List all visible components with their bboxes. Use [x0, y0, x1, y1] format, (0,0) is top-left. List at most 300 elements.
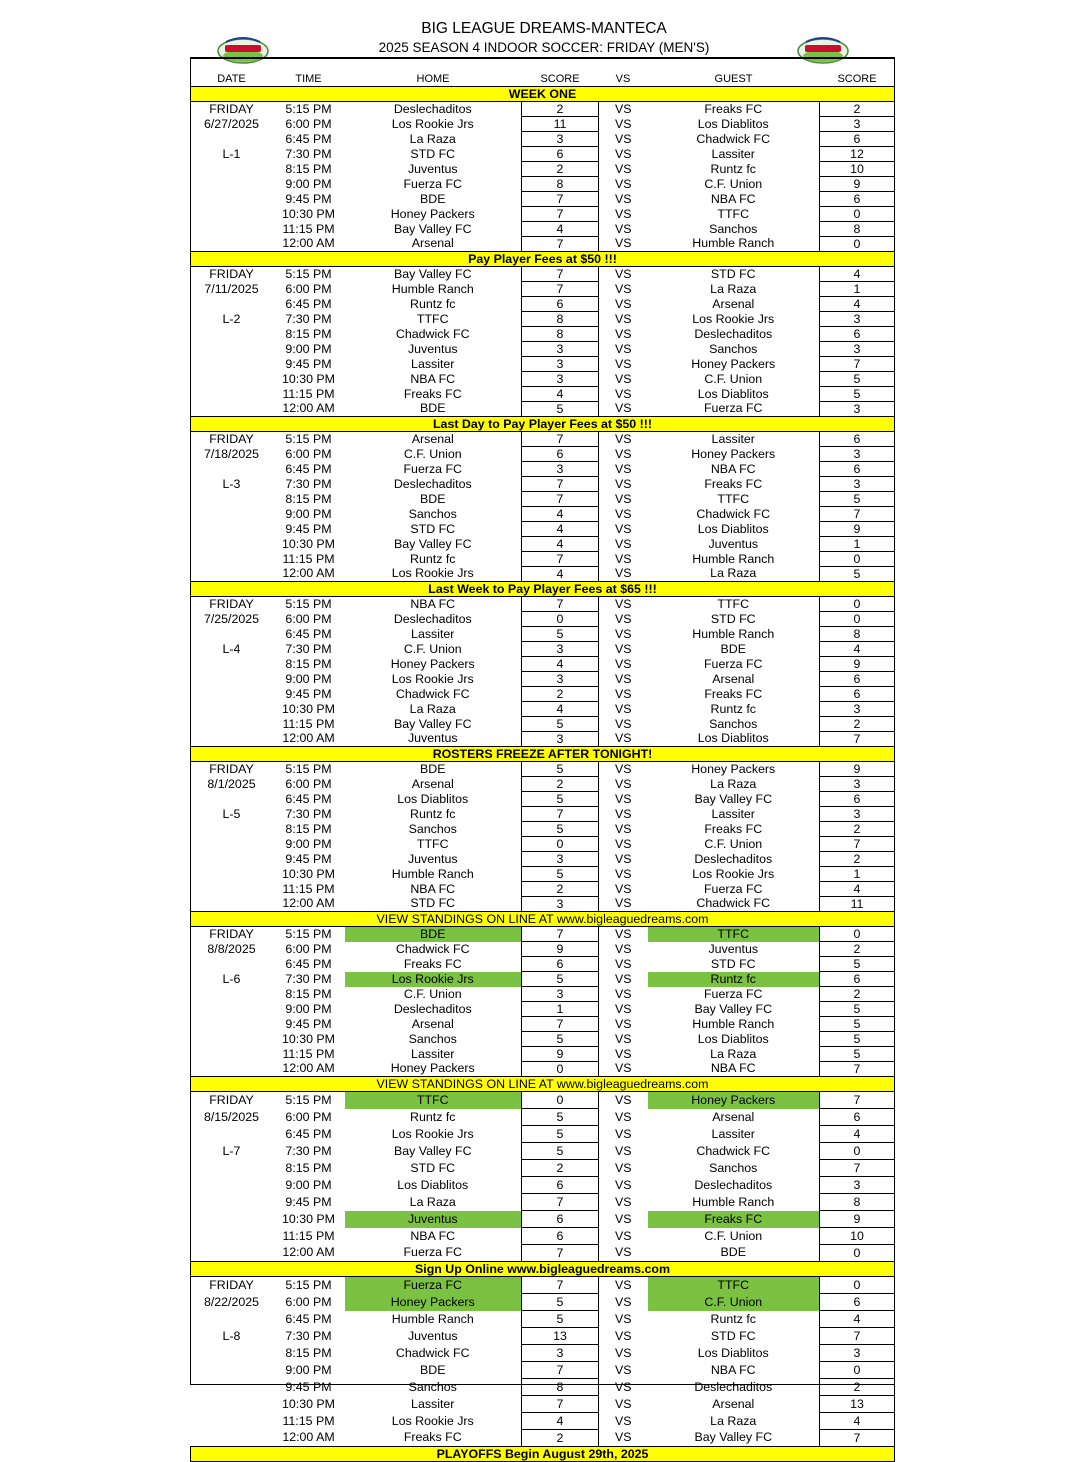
- game-time: 10:30 PM: [281, 701, 336, 716]
- date-cell: [191, 1228, 273, 1245]
- game-time: 10:30 PM: [281, 1211, 336, 1226]
- game-time: 7:30 PM: [285, 311, 332, 326]
- guest-score: 2: [820, 987, 895, 1002]
- date-cell: [191, 387, 273, 402]
- guest-score: 1: [820, 282, 895, 297]
- game-row: [191, 282, 895, 297]
- home-team: Los Rookie Jrs: [345, 972, 522, 987]
- vs-label: VS: [614, 596, 632, 611]
- vs-label: VS: [614, 1092, 632, 1107]
- week-banner-row: [191, 747, 895, 762]
- date-cell: [191, 1160, 273, 1177]
- home-team: Juventus: [407, 161, 458, 176]
- week-banner-row: [191, 417, 895, 432]
- date-cell: FRIDAY: [209, 266, 254, 281]
- date-cell: [191, 207, 273, 222]
- game-time: 8:15 PM: [285, 161, 332, 176]
- home-score: 4: [522, 567, 599, 582]
- vs-label: VS: [614, 686, 632, 701]
- date-cell: FRIDAY: [209, 761, 254, 776]
- date-cell: [191, 852, 273, 867]
- guest-team: Honey Packers: [691, 446, 776, 461]
- home-score: 5: [522, 1143, 599, 1160]
- page-title: BIG LEAGUE DREAMS-MANTECA: [421, 20, 667, 37]
- guest-score: 0: [820, 1245, 895, 1262]
- home-team: NBA FC: [410, 596, 456, 611]
- home-team: Los Rookie Jrs: [391, 671, 474, 686]
- vs-label: VS: [614, 1413, 632, 1428]
- game-row: [191, 852, 895, 867]
- game-time: 5:15 PM: [285, 1092, 332, 1107]
- game-time: 7:30 PM: [285, 806, 332, 821]
- home-team: Honey Packers: [390, 656, 475, 671]
- vs-label: VS: [614, 821, 632, 836]
- page-subtitle: 2025 SEASON 4 INDOOR SOCCER: FRIDAY (MEN'S): [378, 40, 710, 55]
- game-row: [191, 537, 895, 552]
- guest-team: Freaks FC: [704, 101, 763, 116]
- game-time: 10:30 PM: [281, 206, 336, 221]
- game-row: [191, 357, 895, 372]
- home-score: 3: [522, 672, 599, 687]
- game-row: [191, 1328, 895, 1345]
- week-banner-row: [191, 1077, 895, 1092]
- home-team: C.F. Union: [403, 446, 462, 461]
- game-time: 6:00 PM: [285, 281, 332, 296]
- game-row: [191, 777, 895, 792]
- guest-team: Humble Ranch: [692, 1194, 775, 1209]
- home-team: Juventus: [345, 1211, 522, 1228]
- guest-team: Runtz fc: [648, 972, 820, 987]
- home-team: Arsenal: [411, 1016, 454, 1031]
- guest-team: Freaks FC: [704, 686, 763, 701]
- week-banner: WEEK ONE: [191, 87, 895, 102]
- home-score: 5: [522, 762, 599, 777]
- game-row: [191, 522, 895, 537]
- home-team: Fuerza FC: [403, 1245, 463, 1260]
- game-row: [191, 672, 895, 687]
- home-team: TTFC: [416, 836, 449, 851]
- guest-team: Arsenal: [712, 1396, 755, 1411]
- vs-label: VS: [614, 1001, 632, 1016]
- vs-label: VS: [614, 1328, 632, 1343]
- game-time: 5:15 PM: [285, 1277, 332, 1292]
- date-cell: FRIDAY: [209, 1277, 254, 1292]
- home-score: 4: [522, 222, 599, 237]
- guest-team: Honey Packers: [648, 1092, 820, 1109]
- vs-label: VS: [614, 311, 632, 326]
- guest-score: 2: [820, 102, 895, 117]
- vs-label: VS: [614, 716, 632, 731]
- vs-label: VS: [614, 1031, 632, 1046]
- guest-team: Chadwick FC: [696, 506, 771, 521]
- vs-label: VS: [614, 1143, 632, 1158]
- game-row: [191, 1311, 895, 1328]
- date-cell: L-1: [222, 146, 241, 161]
- vs-label: VS: [614, 1061, 632, 1076]
- guest-score: 12: [820, 147, 895, 162]
- guest-team: Juventus: [708, 536, 759, 551]
- col-home: HOME: [345, 72, 522, 87]
- home-score: 4: [522, 387, 599, 402]
- guest-score: 3: [820, 1177, 895, 1194]
- home-score: 4: [522, 537, 599, 552]
- home-score: 7: [522, 492, 599, 507]
- home-score: 6: [522, 957, 599, 972]
- home-score: 3: [522, 132, 599, 147]
- week-banner-row: [191, 582, 895, 597]
- home-score: 5: [522, 792, 599, 807]
- column-header-row: [191, 72, 895, 87]
- home-team: Sanchos: [408, 821, 457, 836]
- home-team: Juventus: [407, 1328, 458, 1343]
- home-team: Runtz fc: [410, 551, 456, 566]
- home-team: BDE: [345, 927, 522, 942]
- home-team: Freaks FC: [403, 1430, 462, 1445]
- date-cell: [191, 537, 273, 552]
- game-time: 9:00 PM: [285, 506, 332, 521]
- guest-score: 5: [820, 492, 895, 507]
- home-score: 5: [522, 972, 599, 987]
- guest-score: 5: [820, 567, 895, 582]
- date-cell: [191, 1211, 273, 1228]
- guest-team: Fuerza FC: [703, 881, 763, 896]
- home-score: 11: [522, 117, 599, 132]
- date-cell: [191, 462, 273, 477]
- game-row: [191, 1228, 895, 1245]
- game-row: [191, 192, 895, 207]
- home-score: 7: [522, 192, 599, 207]
- game-row: [191, 897, 895, 912]
- home-team: Los Rookie Jrs: [391, 1413, 474, 1428]
- home-team: Fuerza FC: [345, 1277, 522, 1294]
- home-score: 8: [522, 327, 599, 342]
- guest-score: 6: [820, 972, 895, 987]
- home-score: 4: [522, 507, 599, 522]
- date-cell: L-6: [222, 971, 241, 986]
- game-row: [191, 432, 895, 447]
- vs-label: VS: [614, 146, 632, 161]
- guest-team: Los Rookie Jrs: [692, 866, 775, 881]
- date-cell: L-5: [222, 806, 241, 821]
- vs-label: VS: [614, 536, 632, 551]
- home-score: 5: [522, 1126, 599, 1143]
- guest-team: C.F. Union: [704, 836, 763, 851]
- date-cell: [191, 657, 273, 672]
- date-cell: [191, 1194, 273, 1211]
- game-time: 8:15 PM: [285, 491, 332, 506]
- home-score: 7: [522, 1245, 599, 1262]
- guest-score: 8: [820, 1194, 895, 1211]
- vs-label: VS: [614, 326, 632, 341]
- date-cell: [191, 1047, 273, 1062]
- home-score: 5: [522, 627, 599, 642]
- game-row: [191, 132, 895, 147]
- game-time: 10:30 PM: [281, 536, 336, 551]
- guest-team: Honey Packers: [691, 356, 776, 371]
- home-team: Honey Packers: [345, 1294, 522, 1311]
- home-team: Honey Packers: [390, 1061, 475, 1076]
- date-cell: [191, 1362, 273, 1379]
- home-score: 3: [522, 1345, 599, 1362]
- game-time: 6:00 PM: [285, 116, 332, 131]
- week-banner: Last Week to Pay Player Fees at $65 !!!: [191, 582, 895, 597]
- guest-score: 9: [820, 657, 895, 672]
- guest-team: Freaks FC: [704, 821, 763, 836]
- vs-label: VS: [614, 956, 632, 971]
- game-row: [191, 822, 895, 837]
- home-score: 7: [522, 1362, 599, 1379]
- col-home-score: SCORE: [522, 72, 599, 87]
- home-score: 6: [522, 297, 599, 312]
- guest-score: 6: [820, 462, 895, 477]
- guest-score: 7: [820, 837, 895, 852]
- home-team: STD FC: [410, 521, 456, 536]
- game-time: 9:45 PM: [285, 1016, 332, 1031]
- vs-label: VS: [614, 476, 632, 491]
- home-score: 5: [522, 402, 599, 417]
- guest-score: 3: [820, 702, 895, 717]
- guest-score: 5: [820, 1017, 895, 1032]
- vs-label: VS: [614, 1245, 632, 1260]
- home-team: Honey Packers: [390, 206, 475, 221]
- home-score: 7: [522, 1194, 599, 1211]
- game-time: 11:15 PM: [282, 221, 335, 236]
- guest-team: Humble Ranch: [692, 1016, 775, 1031]
- guest-team: Deslechaditos: [694, 1177, 773, 1192]
- guest-score: 6: [820, 432, 895, 447]
- game-row: [191, 1345, 895, 1362]
- home-score: 3: [522, 357, 599, 372]
- game-row: [191, 297, 895, 312]
- guest-score: 5: [820, 957, 895, 972]
- date-cell: [191, 342, 273, 357]
- guest-score: 7: [820, 1160, 895, 1177]
- vs-label: VS: [614, 161, 632, 176]
- date-cell: [191, 1311, 273, 1328]
- game-time: 11:15 PM: [282, 386, 335, 401]
- game-row: [191, 402, 895, 417]
- game-time: 8:15 PM: [285, 326, 332, 341]
- game-time: 9:00 PM: [285, 836, 332, 851]
- date-cell: [191, 372, 273, 387]
- game-row: [191, 207, 895, 222]
- home-score: 7: [522, 927, 599, 942]
- date-cell: [191, 702, 273, 717]
- date-cell: [191, 672, 273, 687]
- guest-score: 11: [820, 897, 895, 912]
- guest-score: 4: [820, 267, 895, 282]
- guest-team: Arsenal: [712, 671, 755, 686]
- vs-label: VS: [614, 176, 632, 191]
- vs-label: VS: [614, 971, 632, 986]
- game-time: 9:00 PM: [285, 176, 332, 191]
- guest-score: 0: [820, 552, 895, 567]
- vs-label: VS: [614, 371, 632, 386]
- vs-label: VS: [614, 1345, 632, 1360]
- guest-team: Fuerza FC: [703, 401, 763, 416]
- game-time: 12:00 AM: [282, 1245, 335, 1260]
- home-team: Bay Valley FC: [393, 536, 472, 551]
- game-time: 9:45 PM: [285, 521, 332, 536]
- home-score: 7: [522, 1017, 599, 1032]
- vs-label: VS: [614, 926, 632, 941]
- home-team: NBA FC: [410, 1228, 456, 1243]
- vs-label: VS: [614, 281, 632, 296]
- home-team: Runtz fc: [410, 806, 456, 821]
- home-team: Fuerza FC: [403, 176, 463, 191]
- home-score: 5: [522, 1294, 599, 1311]
- home-score: 7: [522, 1396, 599, 1413]
- game-time: 8:15 PM: [285, 821, 332, 836]
- guest-team: Juventus: [708, 941, 759, 956]
- vs-label: VS: [614, 1311, 632, 1326]
- guest-team: STD FC: [710, 1328, 756, 1343]
- home-team: C.F. Union: [403, 986, 462, 1001]
- home-score: 3: [522, 732, 599, 747]
- home-score: 8: [522, 177, 599, 192]
- guest-team: Arsenal: [712, 296, 755, 311]
- guest-team: Runtz fc: [710, 701, 756, 716]
- guest-score: 6: [820, 327, 895, 342]
- guest-team: Los Diablitos: [697, 386, 769, 401]
- guest-team: NBA FC: [710, 461, 756, 476]
- guest-score: 7: [820, 732, 895, 747]
- vs-label: VS: [614, 506, 632, 521]
- home-team: Chadwick FC: [395, 941, 470, 956]
- home-team: Humble Ranch: [391, 866, 474, 881]
- vs-label: VS: [614, 866, 632, 881]
- guest-team: Los Diablitos: [697, 731, 769, 746]
- guest-team: NBA FC: [710, 191, 756, 206]
- home-score: 2: [522, 882, 599, 897]
- game-time: 6:00 PM: [285, 1294, 332, 1309]
- game-time: 5:15 PM: [285, 926, 332, 941]
- game-time: 12:00 AM: [282, 401, 335, 416]
- guest-score: 4: [820, 1126, 895, 1143]
- guest-team: Deslechaditos: [694, 326, 773, 341]
- game-row: [191, 507, 895, 522]
- game-time: 6:00 PM: [285, 446, 332, 461]
- date-cell: [191, 1396, 273, 1413]
- game-row: [191, 942, 895, 957]
- game-time: 7:30 PM: [285, 971, 332, 986]
- guest-score: 3: [820, 447, 895, 462]
- game-time: 12:00 AM: [282, 731, 335, 746]
- guest-team: Deslechaditos: [694, 851, 773, 866]
- guest-team: NBA FC: [710, 1362, 756, 1377]
- game-row: [191, 1194, 895, 1211]
- guest-team: C.F. Union: [704, 1228, 763, 1243]
- home-team: Lassiter: [411, 626, 455, 641]
- game-row: [191, 1396, 895, 1413]
- game-row: [191, 882, 895, 897]
- guest-score: 3: [820, 1345, 895, 1362]
- home-score: 6: [522, 1211, 599, 1228]
- guest-team: BDE: [720, 641, 746, 656]
- date-cell: [191, 957, 273, 972]
- guest-score: 7: [820, 507, 895, 522]
- home-team: La Raza: [409, 131, 456, 146]
- date-cell: [191, 297, 273, 312]
- home-score: 0: [522, 612, 599, 627]
- guest-score: 3: [820, 777, 895, 792]
- home-score: 3: [522, 642, 599, 657]
- game-row: [191, 327, 895, 342]
- game-row: [191, 1092, 895, 1109]
- game-time: 5:15 PM: [285, 431, 332, 446]
- vs-label: VS: [614, 521, 632, 536]
- home-team: Chadwick FC: [395, 1345, 470, 1360]
- guest-team: Humble Ranch: [692, 551, 775, 566]
- vs-label: VS: [614, 941, 632, 956]
- vs-label: VS: [614, 1277, 632, 1292]
- date-cell: FRIDAY: [209, 926, 254, 941]
- date-cell: FRIDAY: [209, 431, 254, 446]
- guest-team: TTFC: [717, 491, 750, 506]
- guest-score: 6: [820, 792, 895, 807]
- vs-label: VS: [614, 881, 632, 896]
- col-vs: VS: [599, 72, 648, 87]
- home-team: Los Rookie Jrs: [391, 1126, 474, 1141]
- home-team: BDE: [420, 401, 446, 416]
- game-row: [191, 552, 895, 567]
- guest-score: 7: [820, 1430, 895, 1447]
- vs-label: VS: [614, 1177, 632, 1192]
- vs-label: VS: [614, 626, 632, 641]
- guest-score: 6: [820, 687, 895, 702]
- game-time: 6:45 PM: [285, 296, 332, 311]
- home-team: Los Diablitos: [397, 791, 469, 806]
- home-score: 6: [522, 147, 599, 162]
- guest-score: 6: [820, 192, 895, 207]
- game-time: 10:30 PM: [281, 1396, 336, 1411]
- vs-label: VS: [614, 221, 632, 236]
- league-logo: [796, 34, 850, 66]
- guest-score: 6: [820, 132, 895, 147]
- date-cell: [191, 1430, 273, 1447]
- guest-score: 10: [820, 162, 895, 177]
- guest-score: 9: [820, 762, 895, 777]
- guest-score: 2: [820, 852, 895, 867]
- game-row: [191, 1109, 895, 1126]
- date-cell: [191, 162, 273, 177]
- guest-team: Los Diablitos: [697, 1031, 769, 1046]
- guest-team: Runtz fc: [710, 1311, 756, 1326]
- game-time: 7:30 PM: [285, 476, 332, 491]
- guest-score: 8: [820, 222, 895, 237]
- game-time: 7:30 PM: [285, 641, 332, 656]
- game-row: [191, 612, 895, 627]
- guest-team: Sanchos: [709, 716, 758, 731]
- game-row: [191, 1002, 895, 1017]
- home-score: 7: [522, 237, 599, 252]
- vs-label: VS: [614, 401, 632, 416]
- vs-label: VS: [614, 386, 632, 401]
- date-cell: [191, 792, 273, 807]
- game-row: [191, 222, 895, 237]
- guest-team: Chadwick FC: [696, 1143, 771, 1158]
- date-cell: 6/27/2025: [203, 116, 260, 131]
- week-banner: Sign Up Online www.bigleaguedreams.com: [191, 1262, 895, 1277]
- game-time: 6:00 PM: [285, 611, 332, 626]
- guest-team: La Raza: [710, 1413, 757, 1428]
- home-score: 8: [522, 1379, 599, 1396]
- home-team: Sanchos: [408, 1031, 457, 1046]
- home-team: Runtz fc: [410, 1109, 456, 1124]
- guest-team: La Raza: [710, 281, 757, 296]
- home-team: Deslechaditos: [393, 476, 472, 491]
- home-team: STD FC: [410, 1160, 456, 1175]
